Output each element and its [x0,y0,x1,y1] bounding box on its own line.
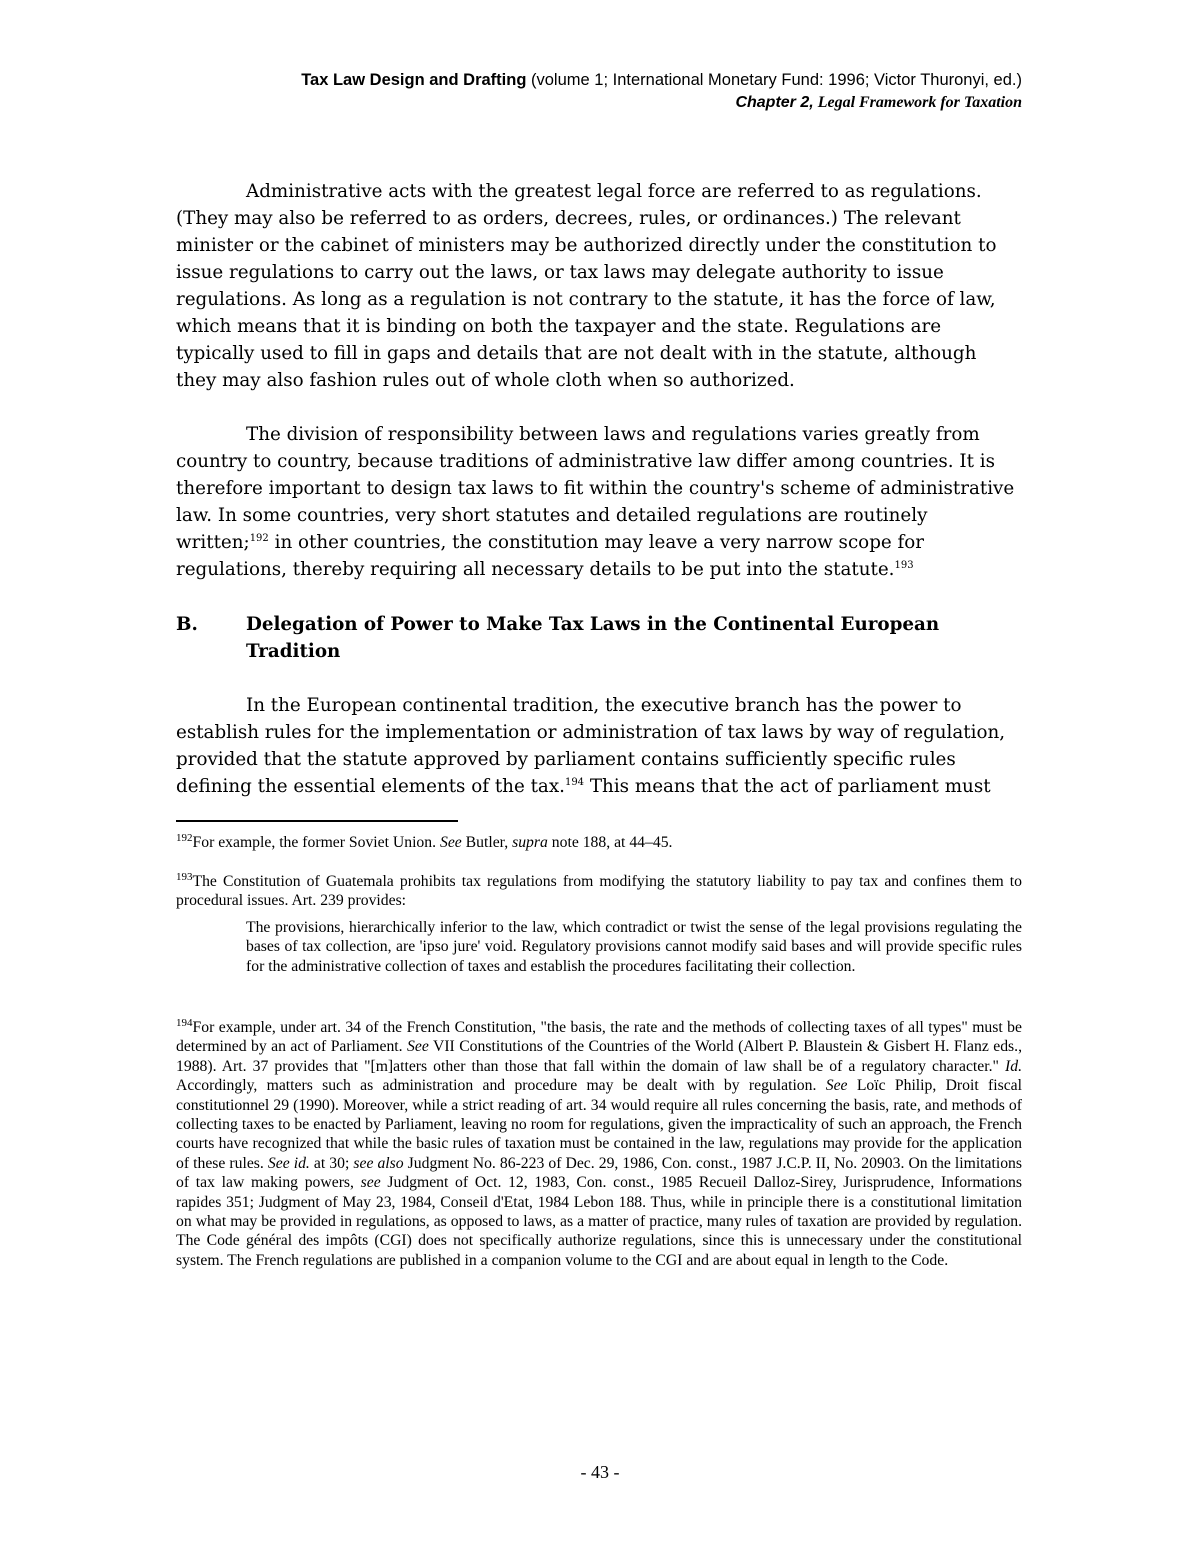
text-run: In the European continental tradition, the executive branch has the power to establish rules for the implementation or administration of tax laws by way of regulation, provided that the statute approved by parliament contains sufficiently specific rules defining the essential elements of the tax. [176,695,1006,797]
footnote-ref-194[interactable]: 194 [564,776,585,788]
footnote-193 [176,872,1022,911]
text-run: This means that the act of parliament must [584,776,991,797]
footnote-194 [176,1018,1022,1270]
text-run: Accordingly, matters such as administration and procedure may be dealt with by regulation. [176,1077,826,1095]
signal-see: See [825,1077,848,1095]
text-run: Butler, [461,834,513,851]
paragraph-text [176,692,1022,800]
paragraph-text: Administrative acts with the greatest legal force are referred to as regulations. (They may also be referred to as orders, decrees, rules, or ordinances.) The relevant minister or the cabinet of ministers may be authorized directly under the constitution to issue regulations to carry out the laws, or tax laws may delegate authority to issue regulations. As long as a regulation is not contrary to the statute, it has the force of law, which means that it is binding on both the taxpayer and the state. Regulations are typically used to fill in gaps and details that are not dealt with in the statute, although they may also fashion rules out of whole cloth when so authorized. [176,181,997,391]
text-run: Loïc Philip, Droit fiscal constitutionnel 29 (1990). Moreover, while a strict reading of art. 34 would require all rules concerning the basis, rate, and methods of collecting taxes to be enacted by Parliament, leaving no room for regulations, given the impracticality of such an approach, the French courts have recognized that while the basic rules of taxation must be contained in the law, regulations may provide for the application of these rules. [176,1077,1022,1172]
signal-id: Id. [1005,1057,1022,1075]
text-run: at 30; [309,1154,354,1172]
book-details: (volume 1; International Monetary Fund: 1996; Victor Thuronyi, ed.) [526,71,1022,89]
text-run: in other countries, the constitution may leave a very narrow scope for regulations, thereby requiring all necessary details to be put into the statute. [176,532,925,580]
signal-see-also: see also [353,1154,404,1172]
signal-see: see [360,1174,381,1192]
paragraph-text [176,421,1022,583]
paragraph-regulations [176,178,1022,394]
text-run: Judgment of Oct. 12, 1983, Con. const., 1985 Recueil Dalloz-Sirey, Jurisprudence, Informations rapides 351; Judgment of May 23, 1984, Conseil d'Etat, 1984 Lebon 188. Thus, while in principle there is a constitutional limitation on what may be provided in regulations, as opposed to laws, as a matter of practice, many rules of taxation are provided by regulation. The Code général des impôts (CGI) does not specifically authorize regulations, since this is unnecessary under the constitutional system. The French regulations are published in a companion volume to the CGI and are about equal in length to the Code. [176,1174,1022,1269]
footnote-ref-192[interactable]: 192 [249,532,269,544]
section-title: Delegation of Power to Make Tax Laws in the Continental European Tradition [246,614,940,662]
book-title: Tax Law Design and Drafting [301,71,527,89]
paragraph-continental-tradition [176,692,1022,800]
footnote-192 [176,833,1022,852]
text-run: note 188, at 44–45. [547,834,673,851]
footnote-number: 193 [176,870,193,883]
footnote-text [176,872,1022,911]
text-run: Judgment No. 86-223 of Dec. 29, 1986, Con. const., 1987 J.C.P. II, No. 20903. On the limitations of tax law making powers, [176,1154,1023,1192]
text-run: The Constitution of Guatemala prohibits tax regulations from modifying the statutory liability to pay tax and confines them to procedural issues. Art. 239 provides: [176,873,1022,910]
signal-supra: supra [512,834,548,851]
footnote-number: 192 [176,831,193,844]
section-letter: B. [176,614,198,635]
chapter-title: Legal Framework for Taxation [813,94,1022,111]
footnote-text [176,1018,1022,1270]
footnote-ref-193[interactable]: 193 [894,559,914,571]
footnote-text [176,833,1022,852]
footnote-193-block-quote: The provisions, hierarchically inferior to the law, which contradict or twist the sense of the legal provisions regulating the bases of tax collection, are 'ipso jure' void. Regulatory provisions cannot modify said bases and will provide specific rules for the administrative collection of taxes and establish the procedures facilitating their collection. [246,919,1022,975]
text-run: For example, under art. 34 of the French Constitution, "the basis, the rate and the methods of collecting taxes of all types" must be determined by an act of Parliament. [176,1019,1022,1056]
text-run: VII Constitutions of the Countries of the World (Albert P. Blaustein & Gisbert H. Flanz eds., 1988). Art. 37 provides that "[m]atters other than those that fall within the domain of law shall be of a regulatory character." [176,1038,1022,1075]
chapter-number: Chapter 2, [735,94,814,111]
text-run: The division of responsibility between laws and regulations varies greatly from country to country, because traditions of administrative law differ among countries. It is therefore important to design tax laws to fit within the country's scheme of administrative law. In some countries, very short statutes and detailed regulations are routinely written; [176,424,1015,553]
paragraph-division-of-responsibility [176,421,1022,583]
signal-see: See [439,834,462,851]
footnote-number: 194 [176,1016,193,1029]
text-run: For example, the former Soviet Union. [192,834,440,851]
signal-see-id: See id. [267,1154,310,1172]
running-header-chapter [176,94,1022,112]
running-header-title [176,71,1022,90]
page-number: - 43 - [580,1462,620,1482]
signal-see: See [407,1038,429,1056]
footnote-separator [176,820,458,822]
